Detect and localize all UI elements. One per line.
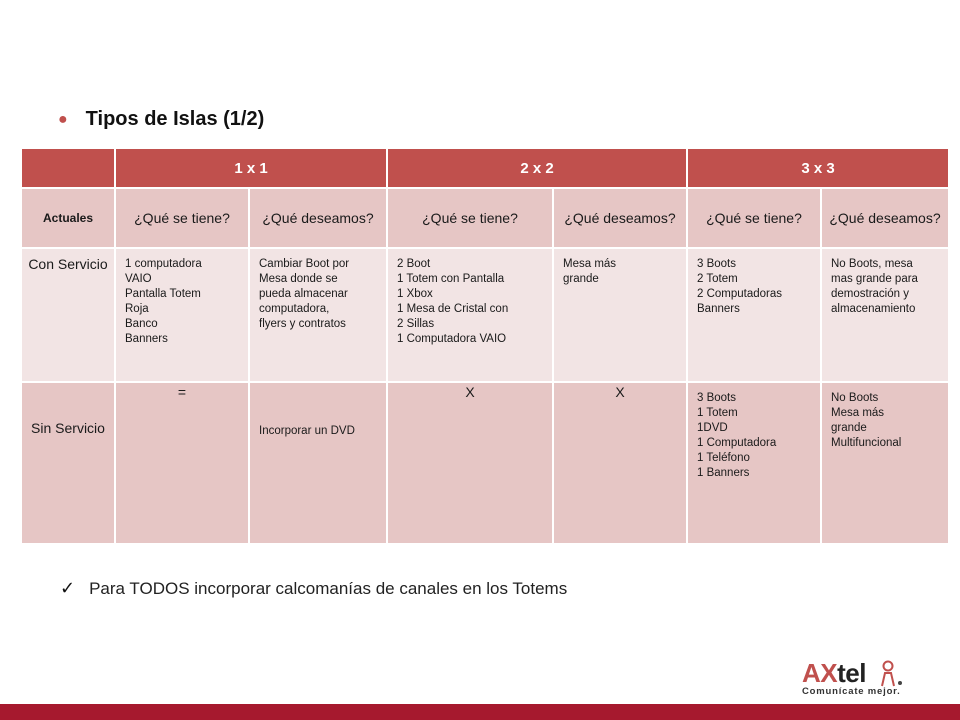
subheader-cell: ¿Qué deseamos? xyxy=(249,188,387,248)
row-label-sin-servicio: Sin Servicio xyxy=(31,420,105,436)
subheader-cell: ¿Qué deseamos? xyxy=(553,188,687,248)
subheader-cell: ¿Qué se tiene? xyxy=(387,188,553,248)
table-subheader-row xyxy=(21,188,949,248)
footer-bar xyxy=(0,704,960,720)
table-cell: No Boots, mesa mas grande para demostración y almacenamiento xyxy=(821,248,949,382)
note-text: Para TODOS incorporar calcomanías de canales en los Totems xyxy=(89,578,568,598)
slide-title: Tipos de Islas (1/2) xyxy=(85,108,265,130)
logo-wordmark: AXtel xyxy=(802,658,866,688)
header-empty-cell xyxy=(21,148,115,188)
checkmark-icon: ✓ xyxy=(60,578,76,598)
table-cell: X xyxy=(553,382,687,544)
logo-tagline: Comunícate mejor. xyxy=(802,686,901,697)
table-cell: X xyxy=(387,382,553,544)
table-cell: Incorporar un DVD xyxy=(249,382,387,544)
header-1x1: 1 x 1 xyxy=(115,148,387,188)
table-cell: 3 Boots 2 Totem 2 Computadoras Banners xyxy=(687,248,821,382)
row-label-sin-servicio-cell xyxy=(21,382,115,544)
table-cell: 3 Boots 1 Totem 1DVD 1 Computadora 1 Teléfono 1 Banners xyxy=(687,382,821,544)
header-3x3: 3 x 3 xyxy=(687,148,949,188)
table-row-sin-servicio xyxy=(21,382,949,544)
actuales-label: Actuales xyxy=(21,188,115,248)
logo-figure-icon xyxy=(876,660,910,688)
table-row-con-servicio xyxy=(21,248,949,382)
table-cell: Mesa más grande xyxy=(553,248,687,382)
table-cell: 1 computadora VAIO Pantalla Totem Roja Banco Banners xyxy=(115,248,249,382)
subheader-cell: ¿Qué deseamos? xyxy=(821,188,949,248)
row-label-con-servicio: Con Servicio xyxy=(21,248,115,382)
table-cell: Cambiar Boot por Mesa donde se pueda almacenar computadora, flyers y contratos xyxy=(249,248,387,382)
bullet-icon: ● xyxy=(58,110,68,128)
header-2x2: 2 x 2 xyxy=(387,148,687,188)
axtel-logo xyxy=(802,658,922,702)
islands-table xyxy=(20,147,950,545)
table-cell: = xyxy=(115,382,249,544)
table-cell: 2 Boot 1 Totem con Pantalla 1 Xbox 1 Mesa de Cristal con 2 Sillas 1 Computadora VAIO xyxy=(387,248,553,382)
subheader-cell: ¿Qué se tiene? xyxy=(115,188,249,248)
table-header-row xyxy=(21,148,949,188)
table-cell: No Boots Mesa más grande Multifuncional xyxy=(821,382,949,544)
slide-title-row xyxy=(58,108,264,131)
subheader-cell: ¿Qué se tiene? xyxy=(687,188,821,248)
note-row xyxy=(60,578,567,599)
